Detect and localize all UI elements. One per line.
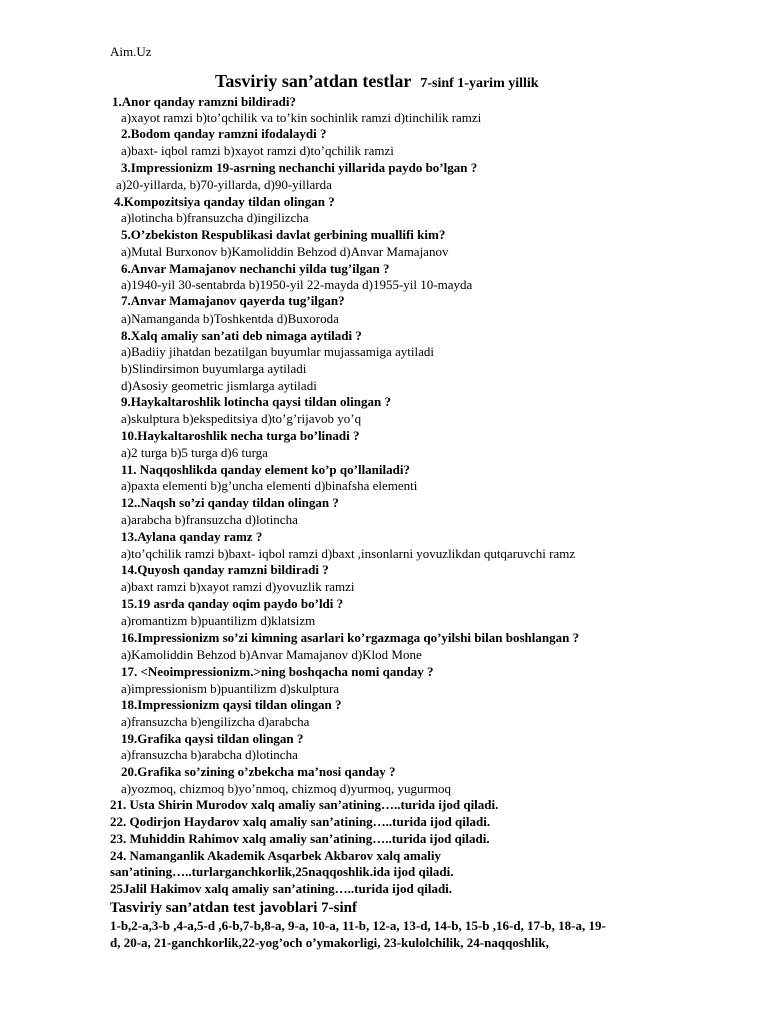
question-12: 12..Naqsh so’zi qanday tildan olingan ? (121, 495, 339, 510)
answer-10: a)2 turga b)5 turga d)6 turga (121, 445, 268, 460)
answers-title: Tasviriy san’atdan test javoblari 7-sinf (110, 900, 357, 916)
fill-in-21: 21. Usta Shirin Murodov xalq amaliy san’atining…..turida ijod qiladi. (110, 797, 499, 812)
question-13: 13.Aylana qanday ramz ? (121, 529, 263, 544)
question-6: 6.Anvar Mamajanov nechanchi yilda tug’ilgan ? (121, 261, 390, 276)
question-3: 3.Impressionizm 19-asrning nechanchi yillarida paydo bo’lgan ? (121, 160, 478, 175)
question-20: 20.Grafika so’zining o’zbekcha ma’nosi qanday ? (121, 764, 396, 779)
question-7: 7.Anvar Mamajanov qayerda tug’ilgan? (121, 293, 345, 308)
answer-13: a)to’qchilik ramzi b)baxt- iqbol ramzi d)baxt ,insonlarni yovuzlikdan qutqaruvchi ramz (121, 546, 576, 561)
fill-in-24-cont: san’atining…..turlarganchkorlik,25naqqoshlik.ida ijod qiladi. (110, 864, 454, 879)
question-16: 16.Impressionizm so’zi kimning asarlari ko’rgazmaga qo’yilshi bilan boshlangan ? (121, 630, 580, 645)
answer-8b: b)Slindirsimon buyumlarga aytiladi (121, 361, 307, 376)
answer-12: a)arabcha b)fransuzcha d)lotincha (121, 512, 298, 527)
answer-8c: d)Asosiy geometric jismlarga aytiladi (121, 378, 317, 393)
answer-17: a)impressionism b)puantilizm d)skulptura (121, 681, 340, 696)
site-header: Aim.Uz (110, 44, 152, 59)
question-2: 2.Bodom qanday ramzni ifodalaydi ? (121, 126, 327, 141)
answer-2: a)baxt- iqbol ramzi b)xayot ramzi d)to’qchilik ramzi (121, 143, 394, 158)
question-1: 1.Anor qanday ramzni bildiradi? (112, 94, 296, 109)
question-10: 10.Haykaltaroshlik necha turga bo’linadi ? (121, 428, 360, 443)
answer-7: a)Namanganda b)Toshkentda d)Buxoroda (121, 311, 339, 326)
answer-20: a)yozmoq, chizmoq b)yo’nmoq, chizmoq d)yurmoq, yugurmoq (121, 781, 451, 796)
answer-18: a)fransuzcha b)engilizcha d)arabcha (121, 714, 310, 729)
fill-in-25: 25Jalil Hakimov xalq amaliy san’atining…..turida ijod qiladi. (110, 881, 453, 896)
answer-8a: a)Badiiy jihatdan bezatilgan buyumlar mujassamiga aytiladi (121, 344, 434, 359)
question-5: 5.O’zbekiston Respublikasi davlat gerbining muallifi kim? (121, 227, 446, 242)
fill-in-24: 24. Namanganlik Akademik Asqarbek Akbarov xalq amaliy (110, 848, 441, 863)
question-8: 8.Xalq amaliy san’ati deb nimaga aytiladi ? (121, 328, 362, 343)
fill-in-23: 23. Muhiddin Rahimov xalq amaliy san’atining…..turida ijod qiladi. (110, 831, 490, 846)
fill-in-22: 22. Qodirjon Haydarov xalq amaliy san’atining…..turida ijod qiladi. (110, 814, 491, 829)
answer-16: a)Kamoliddin Behzod b)Anvar Mamajanov d)Klod Mone (121, 647, 422, 662)
answer-9: a)skulptura b)ekspeditsiya d)to’g’rijavob yo’q (121, 411, 362, 426)
question-19: 19.Grafika qaysi tildan olingan ? (121, 731, 304, 746)
question-9: 9.Haykaltaroshlik lotincha qaysi tildan olingan ? (121, 394, 391, 409)
answer-6: a)1940-yil 30-sentabrda b)1950-yil 22-mayda d)1955-yil 10-mayda (121, 277, 473, 292)
answer-15: a)romantizm b)puantilizm d)klatsizm (121, 613, 316, 628)
answer-11: a)paxta elementi b)g’uncha elementi d)binafsha elementi (121, 478, 418, 493)
question-11: 11. Naqqoshlikda qanday element ko’p qo’llaniladi? (121, 462, 410, 477)
page-title (215, 70, 539, 95)
question-14: 14.Quyosh qanday ramzni bildiradi ? (121, 562, 329, 577)
answer-4: a)lotincha b)fransuzcha d)ingilizcha (121, 210, 309, 225)
answers-line-2: d, 20-a, 21-ganchkorlik,22-yog’och o’ymakorligi, 23-kulolchilik, 24-naqqoshlik, (110, 935, 549, 950)
answer-3: a)20-yillarda, b)70-yillarda, d)90-yillarda (116, 177, 332, 192)
question-4: 4.Kompozitsiya qanday tildan olingan ? (114, 194, 335, 209)
answer-14: a)baxt ramzi b)xayot ramzi d)yovuzlik ramzi (121, 579, 355, 594)
answer-5: a)Mutal Burxonov b)Kamoliddin Behzod d)Anvar Mamajanov (121, 244, 449, 259)
answer-19: a)fransuzcha b)arabcha d)lotincha (121, 747, 298, 762)
title-main: Tasviriy san’atdan testlar (215, 71, 412, 91)
title-grade: 7-sinf 1-yarim yillik (420, 76, 539, 91)
question-18: 18.Impressionizm qaysi tildan olingan ? (121, 697, 342, 712)
answers-line-1: 1-b,2-a,3-b ,4-a,5-d ,6-b,7-b,8-a, 9-a, 10-a, 11-b, 12-a, 13-d, 14-b, 15-b ,16-d, 17-b, 18-a, 19- (110, 918, 606, 933)
question-17: 17. <Neoimpressionizm.>ning boshqacha nomi qanday ? (121, 664, 434, 679)
question-15: 15.19 asrda qanday oqim paydo bo’ldi ? (121, 596, 344, 611)
answer-1: a)xayot ramzi b)to’qchilik va to’kin sochinlik ramzi d)tinchilik ramzi (121, 110, 482, 125)
